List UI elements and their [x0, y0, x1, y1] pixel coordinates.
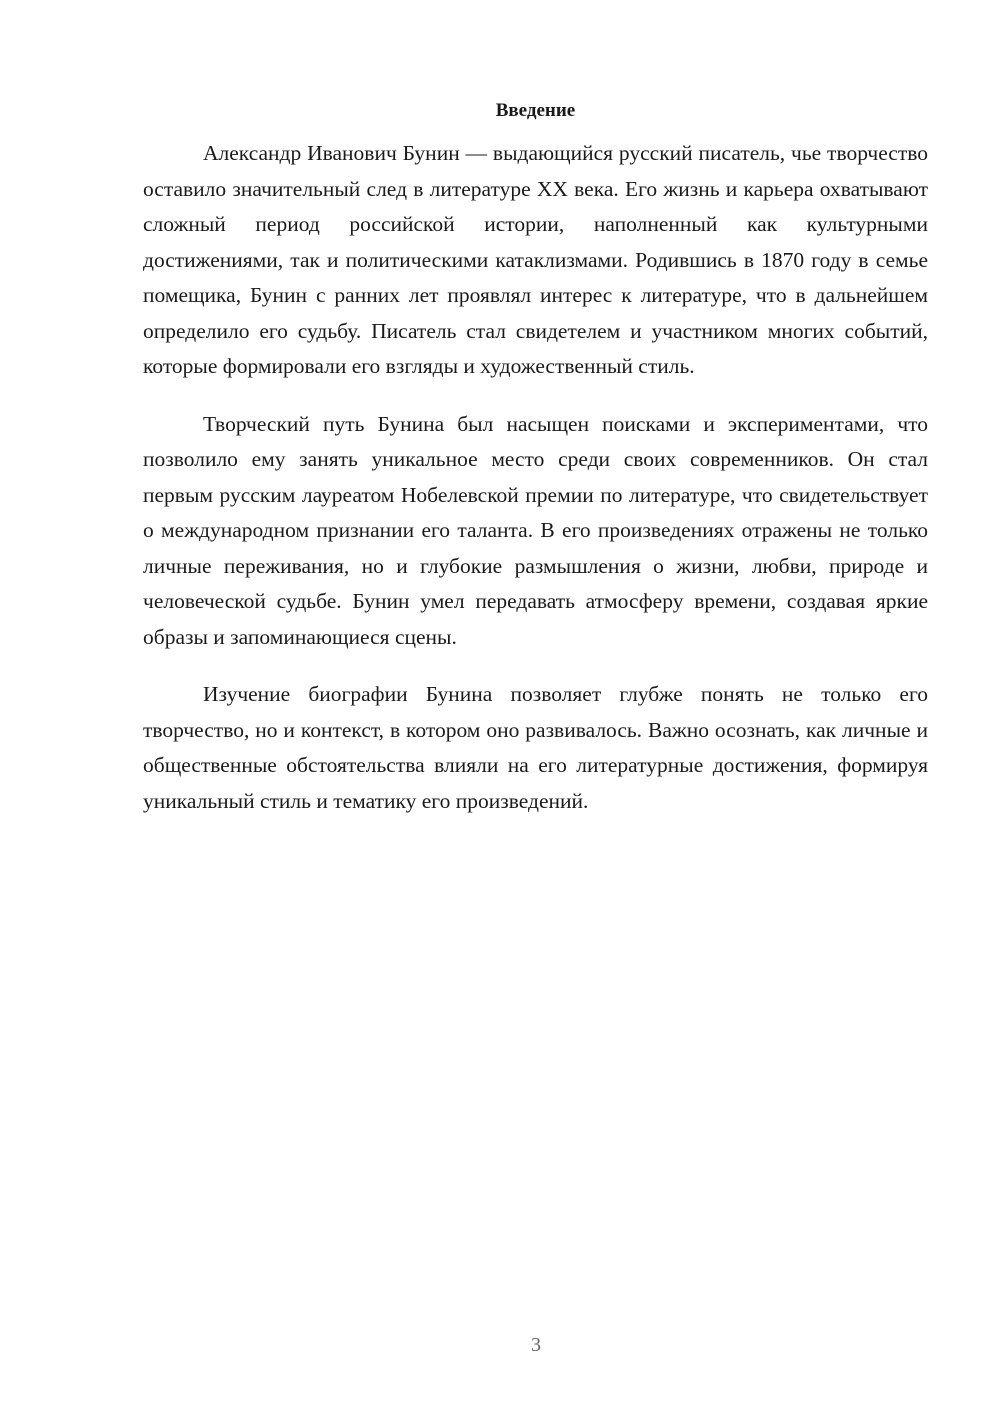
paragraph-3: Изучение биографии Бунина позволяет глубже понять не только его творчество, но и контекст, в котором оно развивалось. Важно осознать, как личные и общественные обстоятельства влияли на его литературные достижения, формируя уникальный стиль и тематику его произведений. — [143, 682, 928, 813]
paragraph-1: Александр Иванович Бунин — выдающийся русский писатель, чье творчество оставило значительный след в литературе XX века. Его жизнь и карьера охватывают сложный период российской истории, наполненный как культурными достижениями, так и политическими катаклизмами. Родившись в 1870 году в семье помещика, Бунин с ранних лет проявлял интерес к литературе, что в дальнейшем определило его судьбу. Писатель стал свидетелем и участником многих событий, которые формировали его взгляды и художественный стиль. — [143, 141, 928, 378]
page-number: 3 — [531, 1334, 541, 1356]
section-heading: Введение — [495, 100, 576, 121]
paragraph-2: Творческий путь Бунина был насыщен поисками и экспериментами, что позволило ему занять уникальное место среди своих современников. Он стал первым русским лауреатом Нобелевской премии по литературе, что свидетельствует о международном признании его таланта. В его произведениях отражены не только личные переживания, но и глубокие размышления о жизни, любви, природе и человеческой судьбе. Бунин умел передавать атмосферу времени, создавая яркие образы и запоминающиеся сцены. — [143, 411, 928, 649]
page-content — [143, 96, 928, 841]
